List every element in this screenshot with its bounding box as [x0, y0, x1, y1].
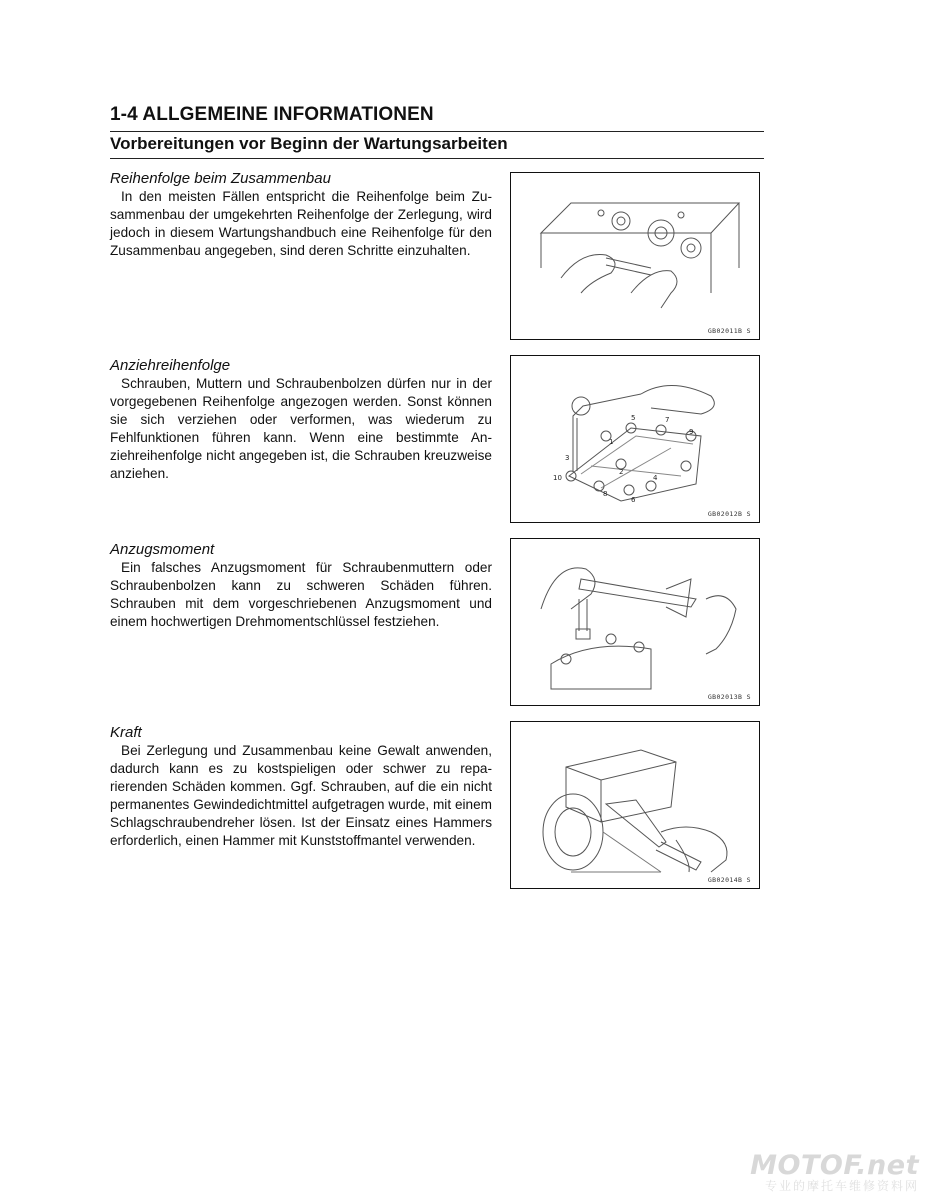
section-text: Bei Zerlegung und Zusammenbau keine Gewalt anwenden, dadurch kann es zu kostspieligen oder schwer zu reparierenden Schäden kommen. Ggf. Schrauben, auf die ein nicht permanentes Gewindedichtmittel aufgetragen wurde, mit einem Schlagschraubendreher lösen. Ist der Einsatz eines Hammers erforderlich, einen Hammer mit Kunststoffmantel verwenden.	[110, 743, 492, 848]
watermark	[750, 1150, 919, 1194]
tightening-label: 10	[553, 474, 562, 482]
section-text: In den meisten Fällen entspricht die Reihenfolge beim Zusammenbau der umgekehrten Reihenfolge der Zerlegung, wird jedoch in diesem Wartungshandbuch eine Reihenfolge für den Zusammenbau angegeben, sind deren Schritte einzuhalten.	[110, 189, 492, 258]
tightening-label: 3	[565, 454, 570, 462]
section-force	[110, 724, 492, 850]
section-heading: Reihenfolge beim Zusammenbau	[110, 170, 331, 187]
tightening-label: 9	[689, 428, 694, 436]
tightening-label: 8	[603, 490, 608, 498]
tightening-label: 7	[665, 416, 670, 424]
figure-code: GB02014B S	[707, 876, 751, 884]
figure-code: GB02013B S	[707, 693, 751, 701]
section-text: Schrauben, Muttern und Schraubenbolzen dürfen nur in der vorgegebenen Reihenfolge angezogen werden. Sonst können sie sich verziehen oder verformen, was wiederum zu Fehlfunktionen führen kann. Wenn eine bestimmte Anziehreihenfolge nicht angegeben ist, die Schrauben kreuzweise anziehen.	[110, 376, 492, 481]
figure-tightening-sequence	[510, 355, 760, 523]
watermark-tagline: 专业的摩托车维修资料网	[764, 1179, 919, 1193]
section-title: Vorbereitungen vor Beginn der Wartungsarbeiten	[110, 134, 508, 153]
tightening-label: 1	[609, 438, 614, 446]
section-heading: Kraft	[110, 724, 142, 741]
chapter-title: 1-4 ALLGEMEINE INFORMATIONEN	[110, 104, 434, 125]
section-torque	[110, 541, 492, 631]
title-rule	[110, 131, 764, 132]
figure-assembly-order	[510, 172, 760, 340]
section-heading: Anzugsmoment	[110, 541, 215, 558]
section-heading: Anziehreihenfolge	[110, 357, 231, 374]
tightening-label: 6	[631, 496, 636, 504]
section-assembly-order	[110, 170, 492, 260]
tightening-label: 4	[653, 474, 658, 482]
tightening-label: 2	[619, 468, 624, 476]
figure-force	[510, 721, 760, 889]
section-text: Ein falsches Anzugsmoment für Schraubenmuttern oder Schraubenbolzen kann zu schweren Schäden führen. Schrauben mit dem vorgeschriebenen Anzugsmoment und einem hochwertigen Drehmomentschlüssel festziehen.	[110, 560, 492, 629]
tightening-label: 5	[631, 414, 636, 422]
watermark-brand: MOTOF.net	[750, 1150, 919, 1181]
figure-code: GB02012B S	[707, 510, 751, 518]
figure-code: GB02011B S	[707, 327, 751, 335]
section-rule	[110, 158, 764, 159]
section-tightening-sequence	[110, 357, 492, 483]
figure-torque	[510, 538, 760, 706]
